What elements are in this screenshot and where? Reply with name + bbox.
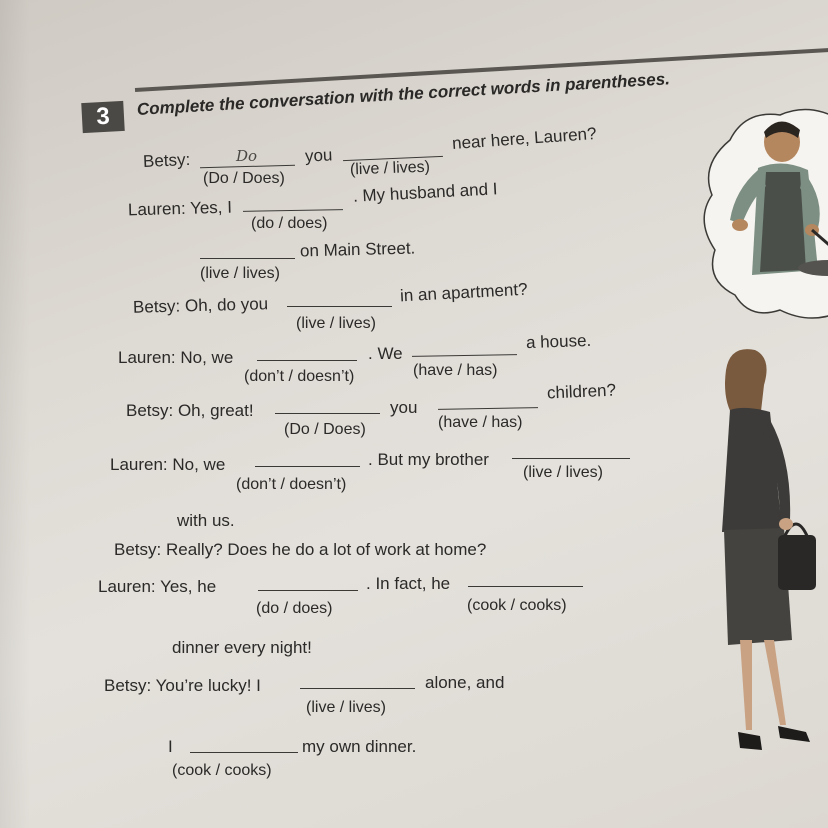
line12-tail: alone, and: [425, 673, 505, 692]
blank-13[interactable]: [468, 586, 583, 587]
hint-15: (cook / cooks): [172, 762, 272, 779]
line4-tail: in an apartment?: [399, 279, 528, 306]
line13-tail: my own dinner.: [302, 737, 417, 756]
speaker-betsy-3: Betsy: Oh, great!: [126, 401, 254, 420]
blank-15[interactable]: [190, 752, 298, 753]
blank-10[interactable]: [255, 466, 360, 467]
blank-1[interactable]: [200, 165, 295, 168]
line9-text: Betsy: Really? Does he do a lot of work at home?: [114, 540, 487, 559]
speaker-betsy-4: Betsy: You’re lucky! I: [104, 676, 261, 695]
hint-7: (have / has): [413, 362, 498, 379]
hint-13: (cook / cooks): [467, 597, 567, 614]
blank-7[interactable]: [412, 354, 517, 357]
speaker-i: I: [168, 737, 173, 756]
hint-9: (have / has): [438, 414, 523, 431]
blank-5[interactable]: [287, 306, 392, 307]
speaker-lauren-1: Lauren: Yes, I: [127, 197, 233, 220]
speaker-lauren-4: Lauren: Yes, he: [98, 577, 217, 596]
hint-10: (don’t / doesn’t): [236, 476, 347, 493]
line5-mid: . We: [368, 344, 403, 363]
line8-text: with us.: [177, 511, 235, 530]
word-you-1: you: [304, 145, 333, 166]
line11-text: dinner every night!: [172, 638, 312, 657]
blank-8[interactable]: [275, 413, 380, 414]
line6-mid: you: [390, 398, 418, 417]
line10-mid: . In fact, he: [366, 574, 451, 593]
line2-tail: . My husband and I: [352, 179, 498, 206]
hint-4: (live / lives): [200, 265, 281, 282]
hint-12: (do / does): [256, 600, 333, 617]
woman-with-handbag-illustration: [700, 340, 828, 780]
speaker-betsy-2: Betsy: Oh, do you: [132, 294, 269, 317]
blank-4[interactable]: [200, 258, 295, 259]
blank-12[interactable]: [258, 590, 358, 591]
exercise-instruction: Complete the conversation with the correct words in parentheses.: [136, 69, 671, 119]
hint-11: (live / lives): [523, 464, 604, 481]
blank-14[interactable]: [300, 688, 415, 689]
hint-6: (don’t / doesn’t): [244, 368, 355, 385]
blank-11[interactable]: [512, 458, 630, 459]
hint-5: (live / lives): [296, 315, 377, 332]
speaker-lauren-2: Lauren: No, we: [118, 348, 234, 367]
line1-tail: near here, Lauren?: [451, 123, 598, 154]
page-fold: [0, 0, 30, 828]
thought-bubble-man-cooking: [700, 100, 828, 320]
speaker-betsy-1: Betsy:: [142, 149, 191, 172]
line7-mid: . But my brother: [368, 450, 489, 469]
hint-1: (Do / Does): [203, 170, 285, 187]
hint-2: (live / lives): [349, 158, 431, 179]
hint-14: (live / lives): [306, 699, 387, 716]
blank-6[interactable]: [257, 360, 357, 361]
line5-tail: a house.: [525, 330, 592, 353]
example-answer: Do: [236, 147, 258, 165]
line3-tail: on Main Street.: [299, 238, 416, 261]
line6-tail: children?: [546, 380, 617, 403]
blank-9[interactable]: [438, 407, 538, 410]
hint-8: (Do / Does): [284, 421, 366, 438]
speaker-lauren-3: Lauren: No, we: [110, 455, 226, 474]
exercise-number: 3: [81, 101, 125, 133]
hint-3: (do / does): [251, 215, 328, 232]
blank-3[interactable]: [243, 209, 343, 212]
